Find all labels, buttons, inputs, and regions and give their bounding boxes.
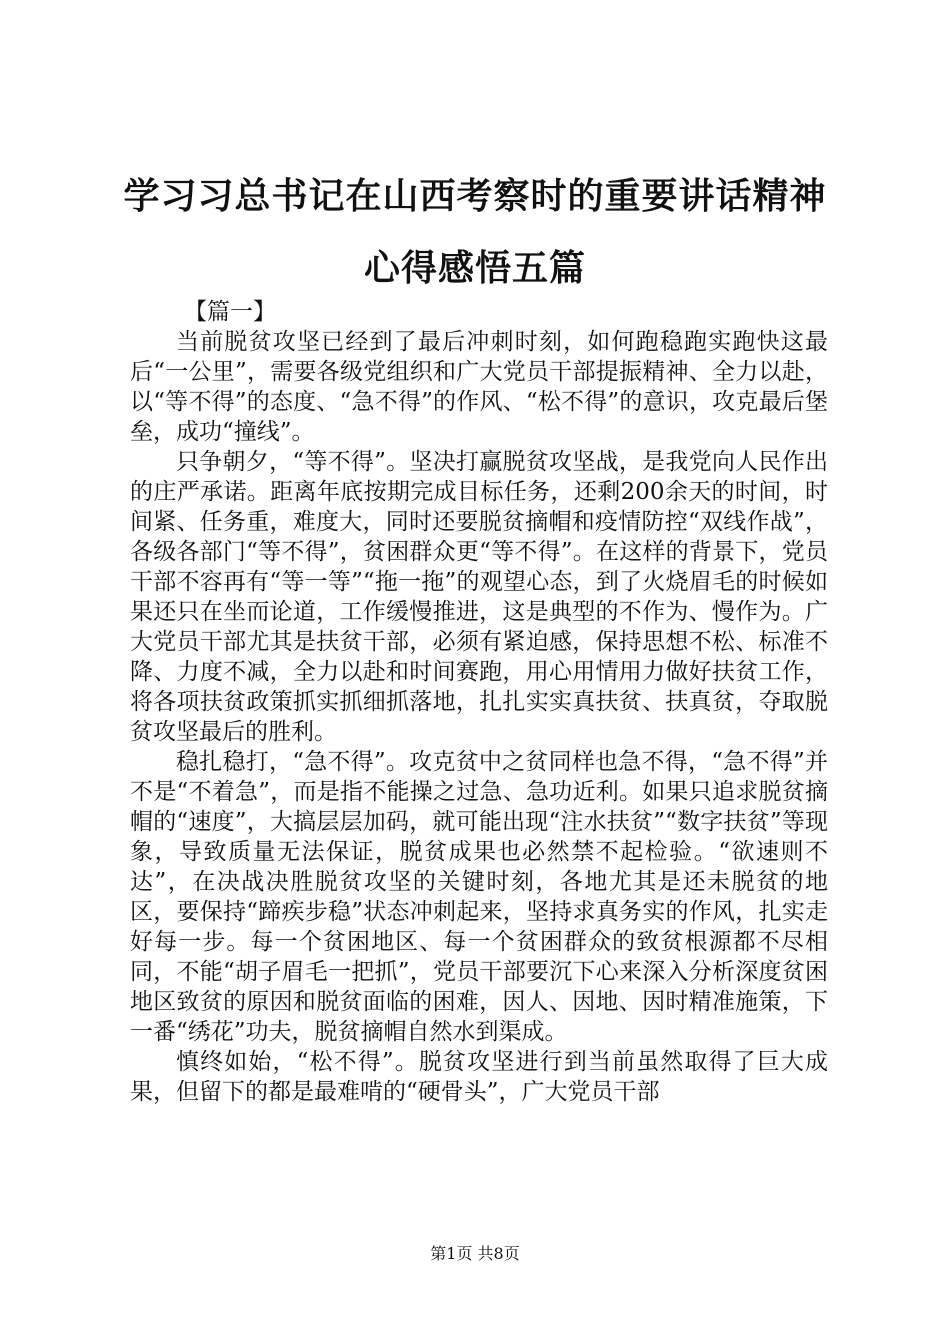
paragraph-1: 当前脱贫攻坚已经到了最后冲刺时刻，如何跑稳跑实跑快这最后“一公里”，需要各级党组织和广大党员干部提振精神、全力以赴，以“等不得”的态度、“急不得”的作风、“松不得”的意识，攻克最后堡垒，成功“撞线”。 xyxy=(130,329,828,445)
page-footer: 第1页 共8页 xyxy=(430,1244,520,1263)
paragraph-4: 慎终如始，“松不得”。脱贫攻坚进行到当前虽然取得了巨大成果，但留下的都是最难啃的“硬骨头”，广大党员干部 xyxy=(130,1049,828,1105)
paragraph-3: 稳扎稳打，“急不得”。攻克贫中之贫同样也急不得，“急不得”并不是“不着急”，而是指不能操之过急、急功近利。如果只追求脱贫摘帽的“速度”，大搞层层加码，就可能出现“注水扶贫”“数字扶贫”等现象，导致质量无法保证，脱贫成果也必然禁不起检验。“欲速则不达”，在决战决胜脱贫攻坚的关键时刻，各地尤其是还未脱贫的地区，要保持“蹄疾步稳”状态冲刺起来，坚持求真务实的作风，扎实走好每一步。每一个贫困地区、每一个贫困群众的致贫根源都不尽相同，不能“胡子眉毛一把抓”，党员干部要沉下心来深入分析深度贫困地区致贫的原因和脱贫面临的困难，因人、因地、因时精准施策，下一番“绣花”功夫，脱贫摘帽自然水到渠成。 xyxy=(130,749,828,1045)
paragraph-2: 只争朝夕，“等不得”。坚决打赢脱贫攻坚战，是我党向人民作出的庄严承诺。距离年底按期完成目标任务，还剩200余天的时间，时间紧、任务重，难度大，同时还要脱贫摘帽和疫情防控“双线作战”，各级各部门“等不得”，贫困群众更“等不得”。在这样的背景下，党员干部不容再有“等一等”“拖一拖”的观望心态，到了火烧眉毛的时候如果还只在坐而论道，工作缓慢推进，这是典型的不作为、慢作为。广大党员干部尤其是扶贫干部，必须有紧迫感，保持思想不松、标准不降、力度不减，全力以赴和时间赛跑，用心用情用力做好扶贫工作，将各项扶贫政策抓实抓细抓落地，扎扎实实真扶贫、扶真贫，夺取脱贫攻坚最后的胜利。 xyxy=(130,449,828,745)
document-title: 学习习总书记在山西考察时的重要讲话精神心得感悟五篇 xyxy=(123,175,827,289)
document-body xyxy=(130,297,828,1107)
section-label: 【篇一】 xyxy=(184,299,276,325)
